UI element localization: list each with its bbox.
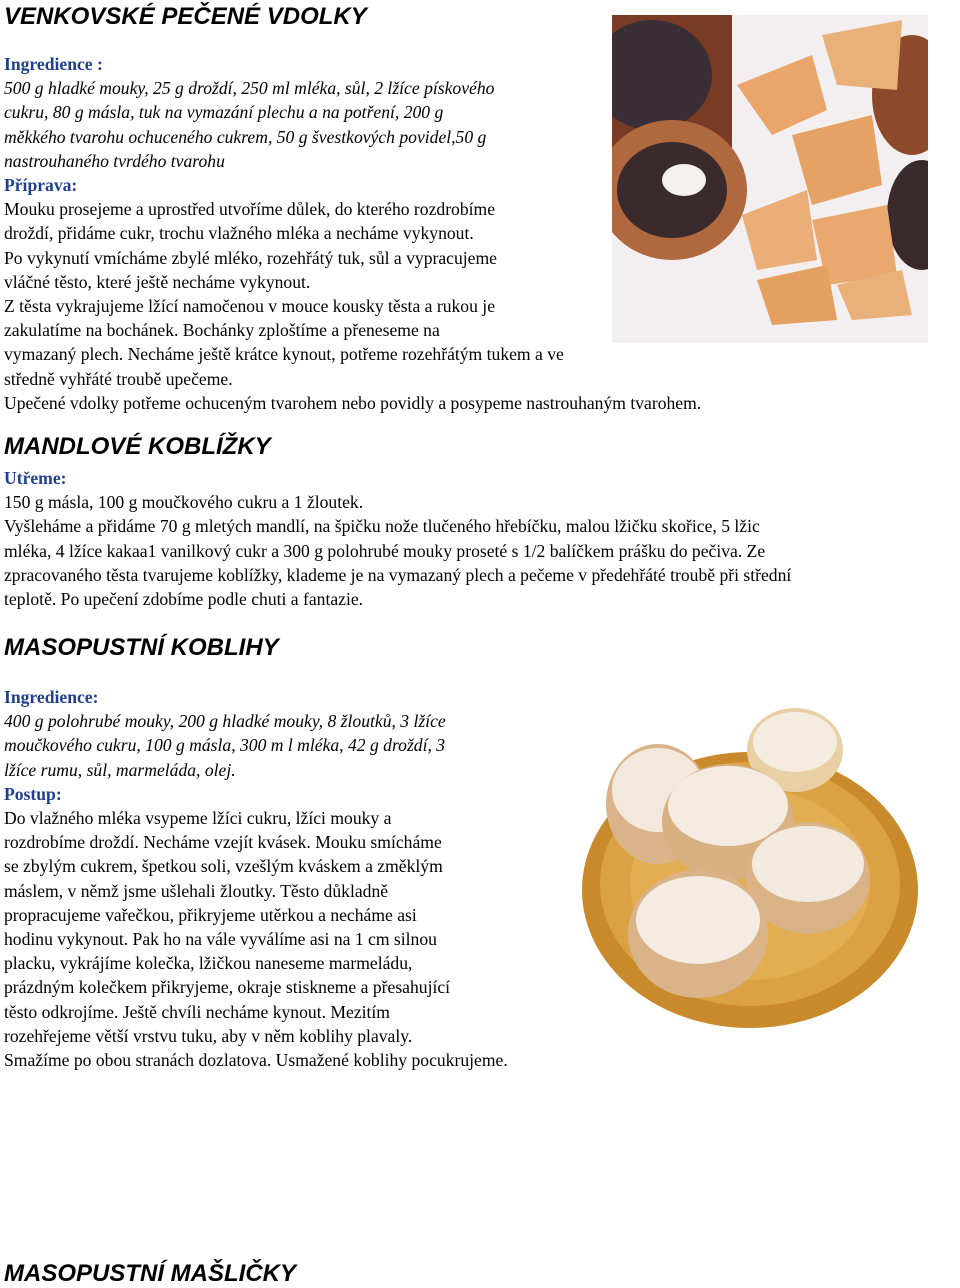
recipe3-prep-line: prázdným kolečkem přikryjeme, okraje stiskneme a přesahující	[4, 977, 451, 998]
recipe1-ingredients-line: 500 g hladké mouky, 25 g droždí, 250 ml mléka, sůl, 2 lžíce pískového	[4, 78, 495, 99]
recipe2-line: Vyšleháme a přidáme 70 g mletých mandlí, na špičku nože tlučeného hřebíčku, malou lžičku skořice, 5 lžic	[4, 516, 760, 537]
recipe1-prep-line: zakulatíme na bochánek. Bochánky zploštíme a přeneseme na	[4, 320, 440, 341]
recipe3-ingredients-line: moučkového cukru, 100 g másla, 300 m l mléka, 42 g droždí, 3	[4, 735, 446, 756]
recipe3-prep-line: rozehřejeme větší vrstvu tuku, aby v něm koblihy plavaly.	[4, 1025, 413, 1046]
recipe3-prep-line: se zbylým cukrem, špetkou soli, vzešlým kváskem a změklým	[4, 856, 443, 877]
recipe2-label: Utřeme:	[4, 468, 67, 488]
koblihy-photo	[550, 672, 924, 1038]
recipe1-prep-label: Příprava:	[4, 175, 78, 196]
recipe3-body	[4, 685, 508, 1072]
recipe3-prep-line: Smažíme po obou stranách dozlatova. Usmažené koblihy pocukrujeme.	[4, 1050, 508, 1071]
recipe1-ingredients-label: Ingredience :	[4, 54, 103, 74]
recipe3-prep-label: Postup:	[4, 783, 62, 804]
recipe1-ingredients-line: nastrouhaného tvrdého tvarohu	[4, 150, 225, 171]
recipe1-prep-line: středně vyhřáté troubě upečeme.	[4, 368, 233, 389]
recipe2-line: teplotě. Po upečení zdobíme podle chuti a fantazie.	[4, 589, 364, 610]
recipe1-ingredients-line: cukru, 80 g másla, tuk na vymazání plechu a na potření, 200 g	[4, 102, 444, 123]
recipe3-prep-line: rozdrobíme droždí. Necháme vzejít kvásek. Mouku smícháme	[4, 832, 442, 853]
recipe3-prep-line: placku, vykrájíme kolečka, lžičkou naneseme marmeládu,	[4, 953, 413, 974]
recipe3-ingredients-line: 400 g polohrubé mouky, 200 g hladké mouky, 8 žloutků, 3 lžíce	[4, 711, 446, 732]
recipe3-prep-line: těsto odkrojíme. Ještě chvíli necháme kynout. Mezitím	[4, 1001, 390, 1022]
vdolky-illustration	[612, 15, 928, 343]
recipe1-prep-line: Po vykynutí vmícháme zbylé mléko, rozehřátý tuk, sůl a vypracujeme	[4, 247, 497, 268]
vdolky-photo	[612, 15, 928, 343]
recipe3-prep-line: máslem, v němž jsme ušlehali žloutky. Těsto důkladně	[4, 880, 389, 901]
recipe1-prep-line: vymazaný plech. Necháme ještě krátce kynout, potřeme rozehřátým tukem a ve	[4, 344, 564, 365]
recipe1-prep-line: Upečené vdolky potřeme ochuceným tvarohem nebo povidly a posypeme nastrouhaným tvarohem.	[4, 392, 702, 413]
recipe1-prep-line: droždí, přidáme cukr, trochu vlažného mléka a necháme vykynout.	[4, 223, 474, 244]
recipe3-prep-line: hodinu vykynout. Pak ho na vále vyválíme asi na 1 cm silnou	[4, 929, 437, 950]
recipe1-title: VENKOVSKÉ PEČENÉ VDOLKY	[4, 3, 367, 30]
recipe3-ingredients-label: Ingredience:	[4, 687, 99, 707]
recipe2-line: zpracovaného těsta tvarujeme koblížky, klademe je na vymazaný plech a pečeme v předehřáté troubě při střední	[4, 564, 792, 585]
recipe2-title: MANDLOVÉ KOBLÍŽKY	[4, 433, 271, 460]
recipe3-ingredients-line: lžíce rumu, sůl, marmeláda, olej.	[4, 759, 236, 780]
recipe1-prep-line: vláčné těsto, které ještě necháme vykynout.	[4, 271, 311, 292]
koblihy-illustration	[550, 672, 924, 1038]
recipe2-line: 150 g másla, 100 g moučkového cukru a 1 žloutek.	[4, 492, 364, 513]
recipe1-prep-line: Z těsta vykrajujeme lžící namočenou v mouce kousky těsta a rukou je	[4, 296, 496, 317]
recipe4-title: MASOPUSTNÍ MAŠLIČKY	[4, 1260, 297, 1287]
recipe3-prep-line: Do vlažného mléka vsypeme lžíci cukru, lžíci mouky a	[4, 808, 392, 829]
recipe1-ingredients-line: měkkého tvarohu ochuceného cukrem, 50 g švestkových povidel,50 g	[4, 126, 487, 147]
recipe3-prep-line: propracujeme vařečkou, přikryjeme utěrkou a necháme asi	[4, 904, 417, 925]
recipe1-body	[4, 52, 701, 415]
recipe3-title: MASOPUSTNÍ KOBLIHY	[4, 634, 279, 661]
recipe2-line: mléka, 4 lžíce kakaa1 vanilkový cukr a 300 g polohrubé mouky proseté s 1/2 balíčkem prášku do pečiva. Ze	[4, 540, 766, 561]
recipe2-body	[4, 466, 791, 611]
recipe1-prep-line: Mouku prosejeme a uprostřed utvoříme důlek, do kterého rozdrobíme	[4, 199, 496, 220]
